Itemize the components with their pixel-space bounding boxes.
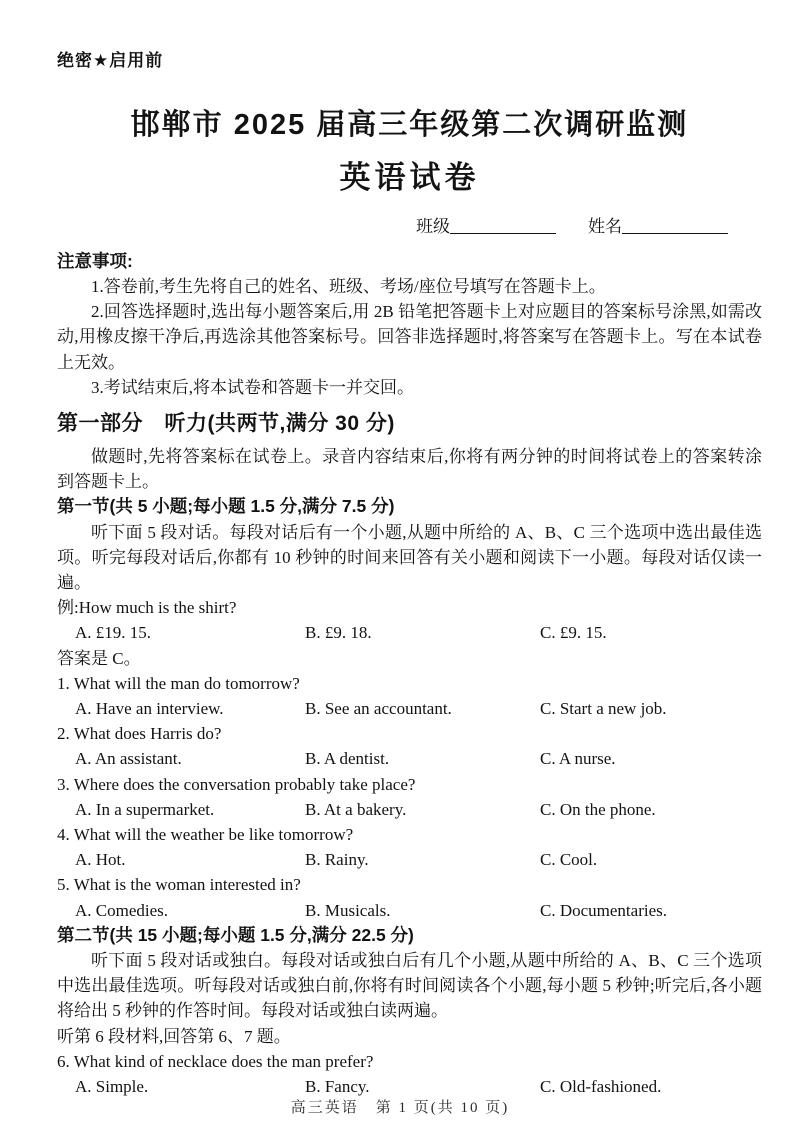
question-2-options: [57, 746, 762, 771]
part1-intro: 做题时,先将答案标在试卷上。录音内容结束后,你将有两分钟的时间将试卷上的答案转涂到答题卡上。: [57, 447, 762, 492]
question-2-option-a: A. An assistant.: [75, 749, 182, 769]
question-1-option-a: A. Have an interview.: [75, 699, 224, 719]
example-prompt: 例:How much is the shirt?: [57, 598, 237, 618]
question-6-option-a: A. Simple.: [75, 1077, 149, 1097]
section2-material-note: 听第 6 段材料,回答第 6、7 题。: [57, 1026, 291, 1046]
example-answer: 答案是 C。: [57, 648, 141, 668]
question-6-option-c: C. Old-fashioned.: [540, 1077, 662, 1097]
question-4-option-b: B. Rainy.: [305, 850, 369, 870]
question-5-options: [57, 898, 762, 923]
section2-instructions: 听下面 5 段对话或独白。每段对话或独白后有几个小题,从题中所给的 A、B、C 三个选项中选出最佳选项。听每段对话或独白前,你将有时间阅读各个小题,每小题 5 秒钟;听完后,各小题将给出 5 秒钟的作答时间。每段对话或独白读两遍。: [57, 951, 762, 1021]
question-5-option-b: B. Musicals.: [305, 900, 391, 920]
notes-heading: 注意事项:: [57, 251, 133, 271]
notes-item-1: 1.答卷前,考生先将自己的姓名、班级、考场/座位号填写在答题卡上。: [91, 277, 606, 296]
question-6-text: 6. What kind of necklace does the man prefer?: [57, 1051, 374, 1071]
notes-item-3: 3.考试结束后,将本试卷和答题卡一并交回。: [91, 377, 414, 397]
question-3-option-b: B. At a bakery.: [305, 799, 407, 819]
example-options-row: [57, 620, 762, 645]
question-1-option-c: C. Start a new job.: [540, 699, 667, 719]
page-footer: 高三英语 第 1 页(共 10 页): [290, 1100, 510, 1116]
student-info-row: [57, 215, 762, 239]
question-5-text: 5. What is the woman interested in?: [57, 875, 301, 895]
paper-subtitle: 英语试卷: [339, 160, 480, 195]
question-3-option-a: A. In a supermarket.: [75, 799, 215, 819]
section1-heading: 第一节(共 5 小题;每小题 1.5 分,满分 7.5 分): [57, 496, 395, 517]
question-2-text: 2. What does Harris do?: [57, 724, 222, 744]
question-4-option-a: A. Hot.: [75, 850, 126, 870]
question-1-options: [57, 696, 762, 721]
question-5-option-a: A. Comedies.: [75, 900, 169, 920]
name-field: [588, 215, 728, 239]
question-4-option-c: C. Cool.: [540, 850, 598, 870]
section2-heading: 第二节(共 15 小题;每小题 1.5 分,满分 22.5 分): [57, 924, 414, 945]
class-label: 班级: [416, 217, 450, 236]
paper-title: 邯郸市 2025 届高三年级第二次调研监测: [130, 109, 689, 141]
question-2-option-c: C. A nurse.: [540, 749, 616, 769]
question-4-text: 4. What will the weather be like tomorrow?: [57, 825, 354, 845]
question-3-text: 3. Where does the conversation probably take place?: [57, 774, 416, 794]
question-5-option-c: C. Documentaries.: [540, 900, 667, 920]
class-field: [416, 215, 556, 239]
question-6-option-b: B. Fancy.: [305, 1077, 370, 1097]
question-3-option-c: C. On the phone.: [540, 799, 656, 819]
secrecy-notice: 绝密★启用前: [57, 51, 164, 70]
name-label: 姓名: [588, 217, 622, 236]
question-1-option-b: B. See an accountant.: [305, 699, 452, 719]
section1-instructions: 听下面 5 段对话。每段对话后有一个小题,从题中所给的 A、B、C 三个选项中选出最佳选项。听完每段对话后,你都有 10 秒钟的时间来回答有关小题和阅读下一小题。每段对话仅读一遍。: [57, 522, 762, 593]
example-option-a: A. £19. 15.: [75, 623, 152, 643]
notes-item-2: 2.回答选择题时,选出每小题答案后,用 2B 铅笔把答题卡上对应题目的答案标号涂黑,如需改动,用橡皮擦干净后,再选涂其他答案标号。回答非选择题时,将答案写在答题卡上。写在本试卷上无效。: [57, 302, 762, 372]
example-option-b: B. £9. 18.: [305, 623, 372, 643]
question-4-options: [57, 847, 762, 872]
example-option-c: C. £9. 15.: [540, 623, 607, 643]
name-blank-line: [622, 232, 728, 234]
part1-heading: 第一部分 听力(共两节,满分 30 分): [57, 412, 395, 436]
question-1-text: 1. What will the man do tomorrow?: [57, 673, 300, 693]
class-blank-line: [450, 232, 556, 234]
question-2-option-b: B. A dentist.: [305, 749, 390, 769]
question-3-options: [57, 797, 762, 822]
